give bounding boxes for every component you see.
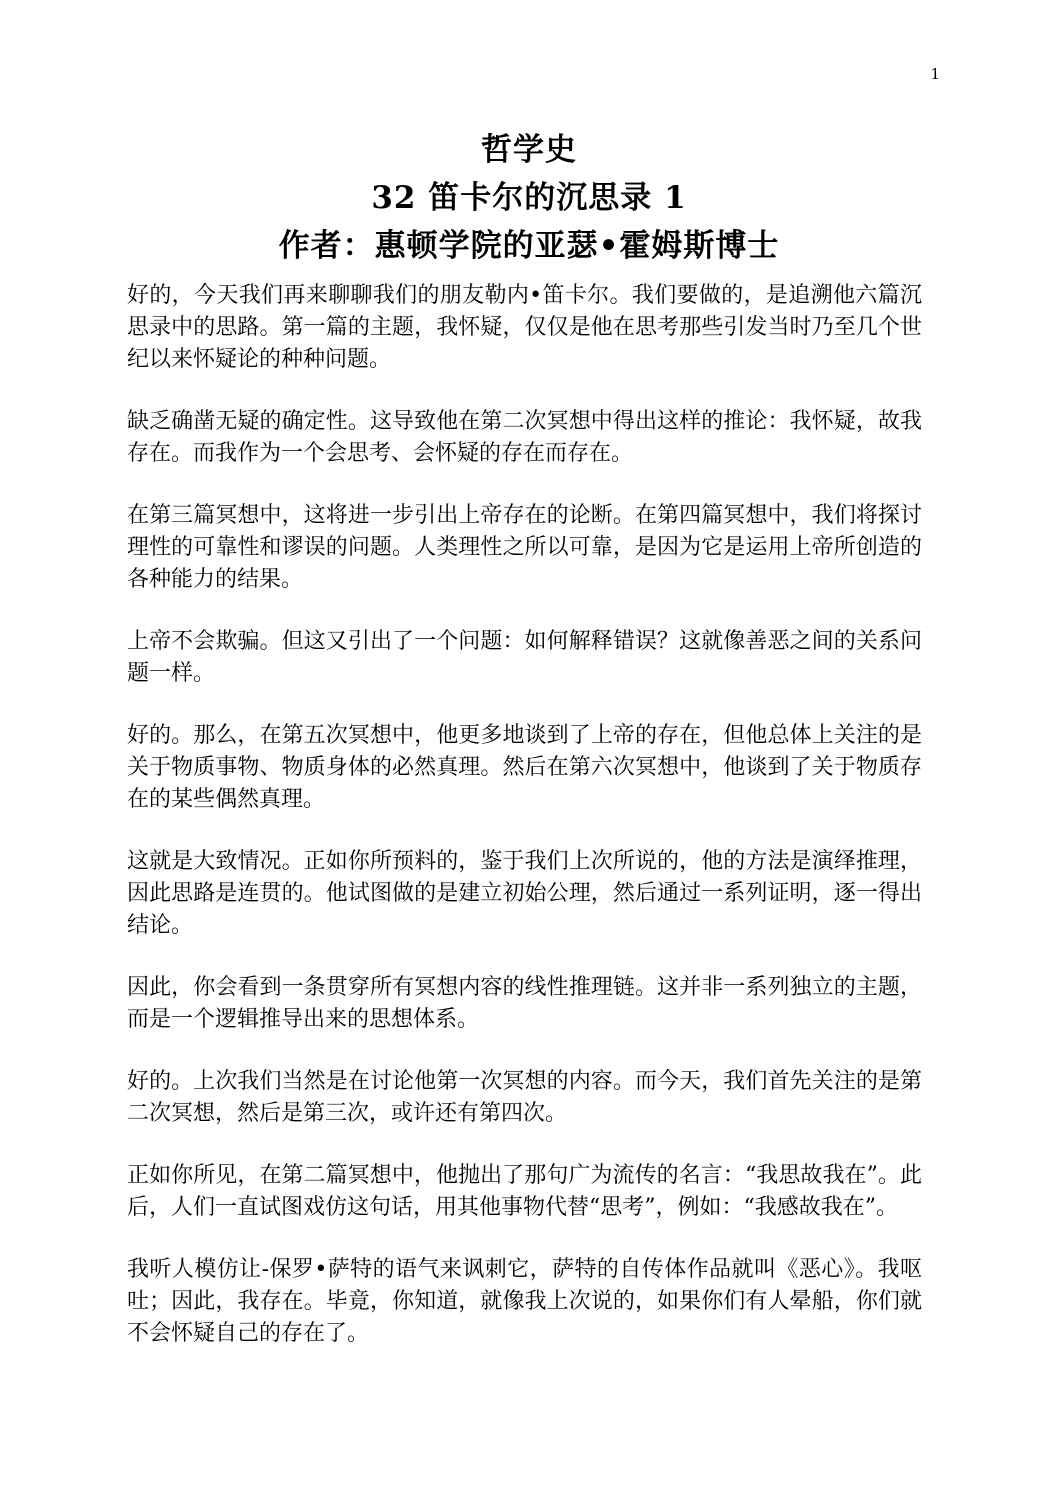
document-title [0, 126, 1058, 270]
title-lecture: 32 笛卡尔的沉思录 1 [371, 180, 687, 216]
paragraph: 这就是大致情况。正如你所预料的，鉴于我们上次所说的，他的方法是演绎推理，因此思路是连贯的。他试图做的是建立初始公理，然后通过一系列证明，逐一得出结论。 [127, 849, 922, 938]
title-author: 作者：惠顿学院的亚瑟•霍姆斯博士 [278, 228, 780, 264]
document-body [127, 280, 922, 1380]
page-number: 1 [930, 65, 940, 83]
paragraph: 缺乏确凿无疑的确定性。这导致他在第二次冥想中得出这样的推论：我怀疑，故我存在。而我作为一个会思考、会怀疑的存在而存在。 [127, 409, 922, 466]
paragraph: 好的，今天我们再来聊聊我们的朋友勒内•笛卡尔。我们要做的，是追溯他六篇沉思录中的思路。第一篇的主题，我怀疑，仅仅是他在思考那些引发当时乃至几个世纪以来怀疑论的种种问题。 [127, 283, 922, 372]
paragraph: 因此，你会看到一条贯穿所有冥想内容的线性推理链。这并非一系列独立的主题，而是一个逻辑推导出来的思想体系。 [127, 975, 922, 1032]
paragraph: 上帝不会欺骗。但这又引出了一个问题：如何解释错误？这就像善恶之间的关系问题一样。 [127, 629, 922, 686]
paragraph: 我听人模仿让-保罗•萨特的语气来讽刺它，萨特的自传体作品就叫《恶心》。我呕吐；因此，我存在。毕竟，你知道，就像我上次说的，如果你们有人晕船，你们就不会怀疑自己的存在了。 [127, 1257, 922, 1346]
paragraph: 好的。上次我们当然是在讨论他第一次冥想的内容。而今天，我们首先关注的是第二次冥想，然后是第三次，或许还有第四次。 [127, 1069, 922, 1126]
paragraph: 好的。那么，在第五次冥想中，他更多地谈到了上帝的存在，但他总体上关注的是关于物质事物、物质身体的必然真理。然后在第六次冥想中，他谈到了关于物质存在的某些偶然真理。 [127, 723, 922, 812]
title-series: 哲学史 [481, 132, 577, 168]
paragraph: 在第三篇冥想中，这将进一步引出上帝存在的论断。在第四篇冥想中，我们将探讨理性的可靠性和谬误的问题。人类理性之所以可靠，是因为它是运用上帝所创造的各种能力的结果。 [127, 503, 922, 592]
paragraph: 正如你所见，在第二篇冥想中，他抛出了那句广为流传的名言：“我思故我在”。此后，人们一直试图戏仿这句话，用其他事物代替“思考”，例如：“我感故我在”。 [127, 1163, 922, 1220]
